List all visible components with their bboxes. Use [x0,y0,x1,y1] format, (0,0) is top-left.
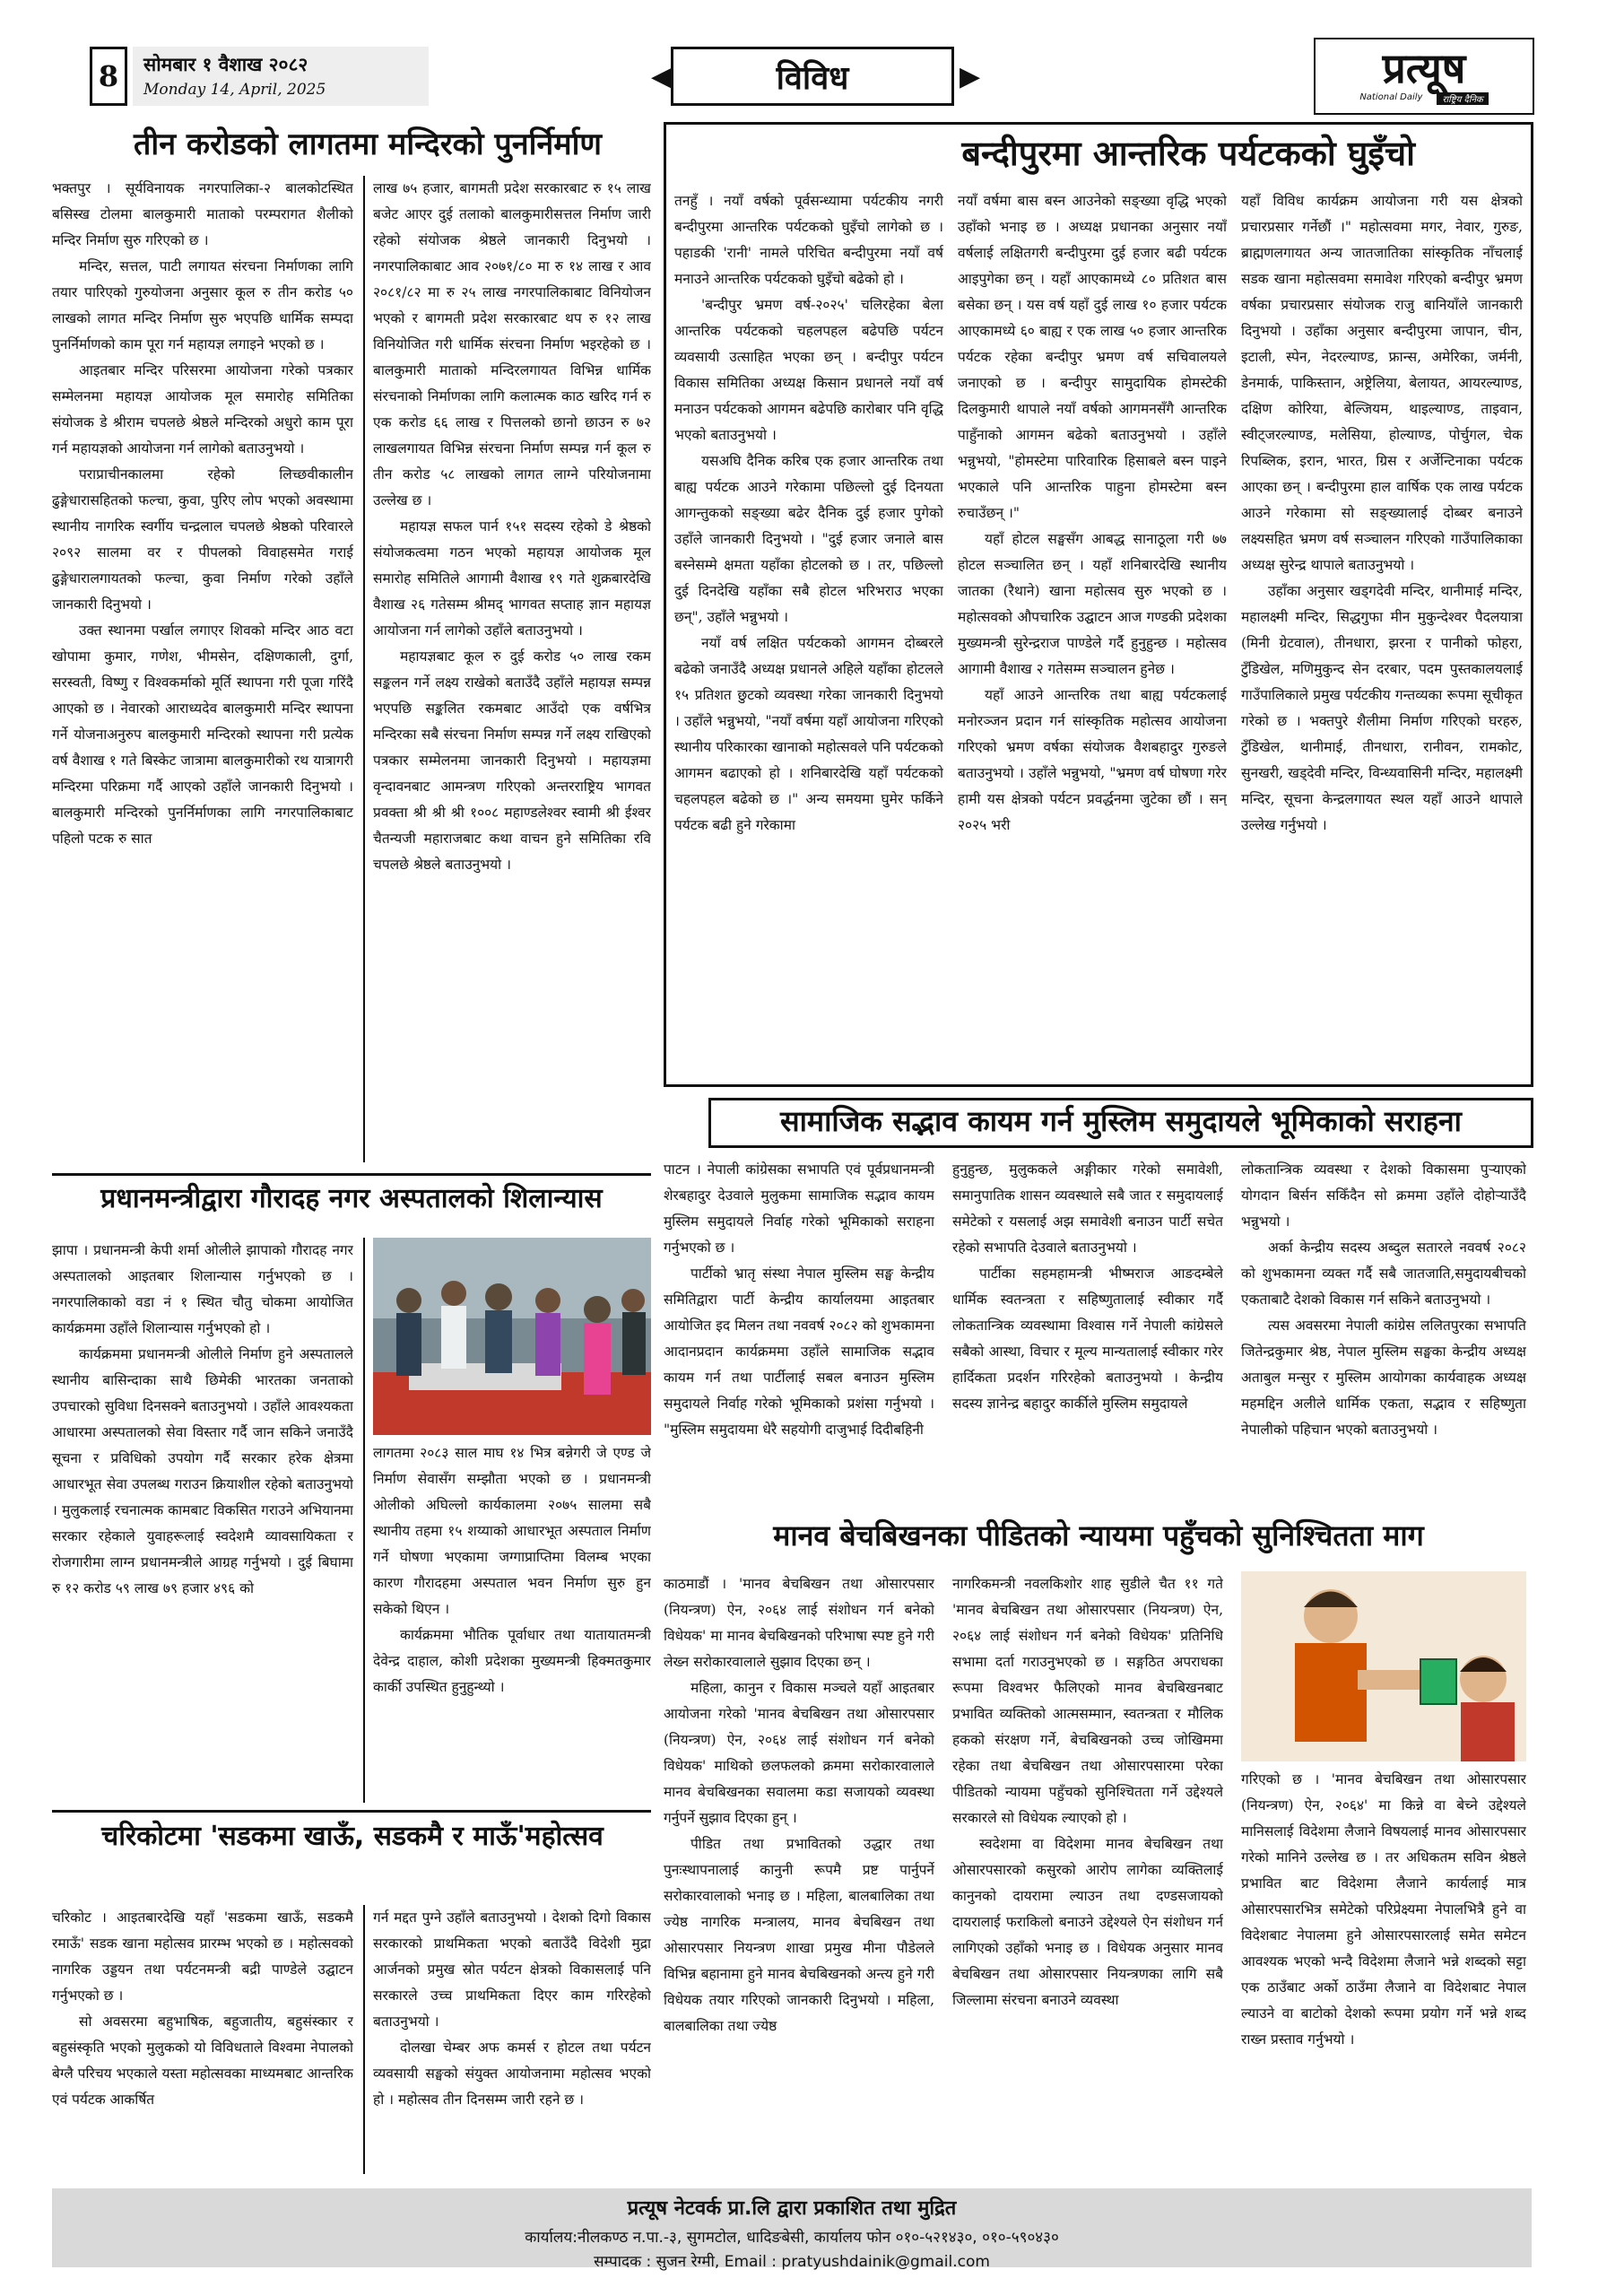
date-english: Monday 14, April, 2025 [143,81,326,99]
headline-gauradaha: प्रधानमन्त्रीद्वारा गौरादह नगर अस्पतालको शिलान्यास [100,1183,603,1214]
column-rule [363,1238,365,1803]
masthead-logo [1314,38,1534,115]
trafficking-column-3 [1241,1767,1526,2179]
headline-temple: तीन करोडको लागतमा मन्दिरको पुनर्निर्माण [134,126,602,162]
logo-tagline-np: राष्ट्रिय दैनिक [1437,92,1488,105]
left-arrow-icon: ◀ [651,61,673,92]
divider [52,1173,651,1176]
paragraph: यहाँ होटल सङ्घसँग आबद्ध सानाठूला गरी ७७ होटल सञ्चालित छन् । यहाँ शनिबारदेखि स्थानीय जातका (रैथाने) खाना महोत्सव सुरु भएको छ । महोत्सवको औपचारिक उद्घाटन आज गण्डकी प्रदेशका मुख्यमन्त्री सुरेन्द्रराज पाण्डेले गर्दै हुनुहुन्छ । महोत्सव आगामी वैशाख २ गतेसम्म सञ्चालन हुनेछ । [958,531,1227,677]
trafficking-column-2 [952,1571,1223,2179]
trafficking-illustration [1241,1571,1526,1761]
headline-trafficking: मानव बेचबिखनका पीडितको न्यायमा पहुँचको सुनिश्चितता माग [773,1518,1424,1552]
paragraph: यहाँ विविध कार्यक्रम आयोजना गरी यस क्षेत्रको प्रचारप्रसार गर्नेछौं ।" महोत्सवमा मगर, नेवार, गुरुङ, ब्राह्मणलगायत अन्य जातजातिका सांस्कृतिक नाँचलाई सडक खाना महोत्सवमा समावेश गरिएको बन्दीपुर भ्रमण वर्षका प्रचारप्रसार संयोजक राजु बानियाँले जानकारी दिनुभयो । उहाँका अनुसार बन्दीपुरमा जापान, चीन, इटाली, स्पेन, नेदरल्याण्ड, फ्रान्स, अमेरिका, जर्मनी, डेनमार्क, पाकिस्तान, अष्ट्रेलिया, बेलायत, आयरल्याण्ड, दक्षिण कोरिया, बेल्जियम, थाइल्याण्ड, ताइवान, स्वीट्जरल्याण्ड, मलेसिया, होल्याण्ड, पोर्चुगल, चेक रिपब्लिक, इरान, भारत, ग्रिस र अर्जेन्टिनाका पर्यटक आएका छन् । बन्दीपुरमा हाल वार्षिक एक लाख पर्यटक आउने गरेकामा सो सङ्ख्यालाई दोब्बर बनाउने लक्ष्यसहित भ्रमण वर्ष सञ्चालन गरिएको गाउँपालिकाका अध्यक्ष सुरेन्द्र थापाले बताउनुभयो । [1241,193,1523,573]
paragraph: महायज्ञबाट कूल रु दुई करोड ५० लाख रकम सङ्कलन गर्ने लक्ष्य राखेको बताउँदै उहाँले महायज्ञ सम्पन्न भएपछि सङ्कलित रकमबाट आउँदो एक वर्षभित्र मन्दिरका सबै संरचना निर्माण सम्पन्न गर्ने लक्ष्य राखिएको पत्रकार सम्मेलनमा जानकारी दिनुभयो । महायज्ञमा वृन्दावनबाट आमन्त्रण गरिएको अन्तरराष्ट्रिय भागवत प्रवक्ता श्री श्री श्री १००८ महाण्डलेश्वर स्वामी श्री ईश्वर चैतन्यजी महाराजबाट कथा वाचन हुने समितिका रवि चपलछे श्रेष्ठले बताउनुभयो । [373,648,651,873]
paragraph: उहाँका अनुसार खड्गदेवी मन्दिर, थानीमाई मन्दिर, महालक्ष्मी मन्दिर, सिद्धगुफा मीन मुकुन्देश्वर पैदलयात्रा (मिनी ग्रेटवाल), तीनधारा, झरना र पानीको फोहरा, टुँडिखेल, मणिमुकुन्द सेन दरबार, पदम पुस्तकालयलाई गाउँपालिकाले प्रमुख पर्यटकीय गन्तव्यका रूपमा सूचीकृत गरेको छ । भक्तपुरे शैलीमा निर्माण गरिएको घरहरु, टुँडिखेल, थानीमाई, तीनधारा, रानीवन, रामकोट, सुनखरी, खड्देवी मन्दिर, विन्ध्यवासिनी मन्दिर, महालक्ष्मी मन्दिर, सूचना केन्द्रलगायत स्थल यहाँ आउने थापाले उल्लेख गर्नुभयो । [1241,583,1523,833]
paragraph: झापा । प्रधानमन्त्री केपी शर्मा ओलीले झापाको गौरादह नगर अस्पतालको आइतबार शिलान्यास गर्नुभएको छ । नगरपालिकाको वडा नं १ स्थित चौतु चोकमा आयोजित कार्यक्रममा उहाँले शिलान्यास गर्नुभएको हो । [52,1242,353,1336]
column-rule [363,1905,365,2174]
dateline [133,47,429,106]
paragraph: 'बन्दीपुर भ्रमण वर्ष-२०२५' चलिरहेका बेला आन्तरिक पर्यटकको चहलपहल बढेपछि पर्यटन व्यवसायी उत्साहित भएका छन् । बन्दीपुर पर्यटन विकास समितिका अध्यक्ष किसान प्रधानले नयाँ वर्ष मनाउन पर्यटकको आगमन बढेपछि कारोबार पनि वृद्धि भएको बताउनुभयो । [674,297,943,443]
photo-pm-inauguration [373,1238,651,1435]
paragraph: पराप्राचीनकालमा रहेको लिच्छवीकालीन ढुङ्गेधारासहितको फल्चा, कुवा, पुरिए लोप भएको अवस्थामा स्थानीय नागरिक स्वर्गीय चन्द्रलाल चपलछे श्रेष्ठको परिवारले २०९२ सालमा वर र पीपलको विवाहसमेत गराई ढुङ्गेधारालगायतको फल्चा, कुवा निर्माण गरेको उहाँले जानकारी दिनुभयो । [52,466,353,613]
footer-imprint [52,2188,1532,2271]
paragraph: महिला, कानुन र विकास मञ्चले यहाँ आइतबार आयोजना गरेको 'मानव बेचबिखन तथा ओसारपसार (नियन्त्रण) ऐन, २०६४ लाई संशोधन गर्न बनेको विधेयक' माथिको छलफलको क्रममा सरोकारवालाले मानव बेचबिखनका सवालमा कडा सजायको व्यवस्था गर्नुपर्ने सुझाव दिएका हुन् । [664,1680,934,1826]
divider [52,1810,651,1813]
illustration-cartoon [1241,1571,1526,1761]
paragraph: अर्का केन्द्रीय सदस्य अब्दुल सतारले नववर्ष २०८२ को शुभकामना व्यक्त गर्दै सबै जातजाति,समुदायबीचको एकताबाटै देशको विकास गर्न सकिने बताउनुभयो । [1241,1239,1526,1308]
paragraph: यहाँ आउने आन्तरिक तथा बाह्य पर्यटकलाई मनोरञ्जन प्रदान गर्न सांस्कृतिक महोत्सव आयोजना गरिएको भ्रमण वर्षका संयोजक वैशबहादुर गुरुङले बताउनुभयो । उहाँले भन्नुभयो, "भ्रमण वर्ष घोषणा गरेर हामी यस क्षेत्रको पर्यटन प्रवर्द्धनमा जुटेका छौं । सन् २०२५ भरी [958,687,1227,833]
paragraph: नयाँ वर्ष लक्षित पर्यटकको आगमन दोब्बरले बढेको जनाउँदै अध्यक्ष प्रधानले अहिले यहाँका होटलले १५ प्रतिशत छुटको व्यवस्था गरेका जानकारी दिनुभयो । उहाँले भन्नुभयो, "नयाँ वर्षमा यहाँ आयोजना गरिएको स्थानीय परिकारका खानाको महोत्सवले पनि पर्यटकको आगमन बढाएको हो । शनिबारदेखि यहाँ पर्यटकको चहलपहल बढेको छ ।" अन्य समयमा घुमेर फर्किने पर्यटक बढी हुने गरेकामा [674,635,943,833]
logo-tagline-en: National Daily [1359,92,1423,102]
charikot-column-2 [373,1905,651,2179]
paragraph: महायज्ञ सफल पार्न १५१ सदस्य रहेको डे श्रेष्ठको संयोजकत्वमा गठन भएको महायज्ञ आयोजक मूल समारोह समितिले आगामी वैशाख १९ गते शुक्रबारदेखि वैशाख २६ गतेसम्म श्रीमद् भागवत सप्ताह ज्ञान महायज्ञ आयोजना गर्न लागेको उहाँले बताउनुभयो । [373,518,651,639]
paragraph: आइतबार मन्दिर परिसरमा आयोजना गरेको पत्रकार सम्मेलनमा महायज्ञ आयोजक मूल समारोह समितिका संयोजक डे श्रीराम चपलछे श्रेष्ठले मन्दिरको अधुरो काम पूरा गर्न महायज्ञको आयोजना गर्न लागेको बताउनुभयो । [52,362,353,457]
temple-column-1 [52,176,353,1166]
charikot-column-1 [52,1905,353,2179]
muslim-column-1 [664,1157,934,1507]
paragraph: भक्तपुर । सूर्यविनायक नगरपालिका-२ बालकोटस्थित बसिस्ख टोलमा बालकुमारी माताको परम्परागत शैलीको मन्दिर निर्माण सुरु गरिएको छ । [52,180,353,248]
paragraph: नागरिकमन्त्री नवलकिशोर शाह सुडीले चैत ११ गते 'मानव बेचबिखन तथा ओसारपसार (नियन्त्रण) ऐन, २०६४ लाई संशोधन गर्न बनेको विधेयक' प्रतिनिधि सभामा दर्ता गराउनुभएको छ । सङ्गठित अपराधका रूपमा विश्वभर फैलिएको मानव बेचबिखनबाट प्रभावित व्यक्तिको आत्मसम्मान, स्वतन्त्रता र मौलिक हकको संरक्षण गर्ने, बेचबिखनको उच्च जोखिममा रहेका तथा बेचबिखन तथा ओसारपसारमा परेका पीडितको न्यायमा पहुँचको सुनिश्चितता गर्ने उद्देश्यले सरकारले सो विधेयक ल्याएको हो । [952,1576,1223,1826]
paragraph: चरिकोट । आइतबारदेखि यहाँ 'सडकमा खाऊँ, सडकमै रमाऊँ' सडक खाना महोत्सव प्रारम्भ भएको छ । महोत्सवको नागरिक उड्डयन तथा पर्यटनमन्त्री बद्री पाण्डेले उद्घाटन गर्नुभएको छ । [52,1909,353,2004]
date-nepali: सोमबार १ वैशाख २०८२ [143,53,308,75]
page-number: 8 [90,47,127,106]
paragraph: त्यस अवसरमा नेपाली कांग्रेस ललितपुरका सभापति जितेन्द्रकुमार श्रेष्ठ, नेपाल मुस्लिम सङ्घका केन्द्रीय अध्यक्ष अताबुल मन्सुर र मुस्लिम आयोगका कार्यवाहक अध्यक्ष महमद्दिन अलीले धार्मिक एकता, सद्भाव र सहिष्णुता नेपालीको पहिचान भएको बताउनुभयो । [1241,1318,1526,1438]
bandipur-column-1 [674,188,943,1076]
gauradaha-column-2 [373,1440,651,1805]
photo-illustration [373,1238,651,1435]
headline-charikot: चरिकोटमा 'सडकमा खाऊँ, सडकमै र माऊँ'महोत्सव [101,1821,604,1852]
paragraph: गरिएको छ । 'मानव बेचबिखन तथा ओसारपसार (नियन्त्रण) ऐन, २०६४' मा किन्ने वा बेच्ने उद्देश्यले मानिसलाई विदेशमा लैजाने विषयलाई मानव ओसारपसार गरेको मानिने उल्लेख छ । तर अधिकतम सविन श्रेष्ठले प्रभावित बाट विदेशमा लैजाने कार्यलाई मात्र ओसारपसारभित्र समेटेको परिप्रेक्ष्यमा नेपालभित्रै हुने वा विदेशबाट नेपालमा हुने ओसारपसारलाई समेत समेटन आवश्यक भएको भन्दै विदेशमा लैजाने भन्ने शब्दको सट्टा एक ठाउँबाट अर्को ठाउँमा लैजाने वा विदेशबाट नेपाल ल्याउने वा बाटोको देशको रूपमा प्रयोग गर्ने भन्ने शब्द राख्न प्रस्ताव गर्नुभयो । [1241,1771,1526,2048]
muslim-column-2 [952,1157,1223,1507]
paragraph: कार्यक्रममा भौतिक पूर्वाधार तथा यातायातमन्त्री देवेन्द्र दाहाल, कोशी प्रदेशका मुख्यमन्त्री हिक्मतकुमार कार्की उपस्थित हुनुहुन्थ्यो । [373,1627,651,1695]
paragraph: हुनुहुन्छ, मुलुककले अङ्गीकार गरेको समावेशी, समानुपातिक शासन व्यवस्थाले सबै जात र समुदायलाई समेटेको र यसलाई अझ समावेशी बनाउन पार्टी सचेत रहेको सभापति देउवाले बताउनुभयो । [952,1161,1223,1256]
paragraph: कार्यक्रममा प्रधानमन्त्री ओलीले निर्माण हुने अस्पतालले स्थानीय बासिन्दाका साथै छिमेकी भारतका जनताको उपचारको सुविधा दिनसक्ने बताउनुभयो । उहाँले आवश्यकता आधारमा अस्पतालको सेवा विस्तार गर्दै जान सकिने जनाउँदै सूचना र प्रविधिको उपयोग गर्दै सरकार हरेक क्षेत्रमा आधारभूत सेवा उपलब्ध गराउन क्रियाशील रहेको बताउनुभयो । मुलुकलाई रचनात्मक कामबाट विकसित गराउने अभियानमा सरकार रहेकाले युवाहरूलाई स्वदेशमै व्यावसायिकता र रोजगारीमा लाग्न प्रधानमन्त्रीले आग्रह गर्नुभयो । दुई बिघामा रु १२ करोड ५९ लाख ७९ हजार ४९६ को [52,1346,353,1596]
section-title: विविध [671,47,954,106]
paragraph: पार्टीको भ्रातृ संस्था नेपाल मुस्लिम सङ्घ केन्द्रीय समितिद्वारा पार्टी केन्द्रीय कार्यालयमा आइतबार आयोजित इद मिलन तथा नववर्ष २०८२ को शुभकामना आदानप्रदान कार्यक्रममा उहाँले सामाजिक सद्भाव कायम गर्न तथा पार्टीलाई सबल बनाउन मुस्लिम समुदायले निर्वाह गरेको भूमिकाको प्रशंसा गर्नुभयो । "मुस्लिम समुदायमा धेरै सहयोगी दाजुभाई दिदीबहिनी [664,1265,934,1438]
paragraph: नयाँ वर्षमा बास बस्न आउनेको सङ्ख्या वृद्धि भएको उहाँको भनाइ छ । अध्यक्ष प्रधानका अनुसार नयाँ वर्षलाई लक्षितगरी बन्दीपुरमा दुई हजार बढी पर्यटक आइपुगेका छन् । यहाँ आएकामध्ये ८० प्रतिशत बास बसेका छन् । यस वर्ष यहाँ दुई लाख १० हजार पर्यटक आएकामध्ये ६० बाह्य र एक लाख ५० हजार आन्तरिक पर्यटक रहेका बन्दीपुर भ्रमण वर्ष सचिवालयले जनाएको छ । बन्दीपुर सामुदायिक होमस्टेकी दिलकुमारी थापाले नयाँ वर्षको आगमनसँगै आन्तरिक पाहुँनाको आगमन बढेको बताउनुभयो । उहाँले भन्नुभयो, "होमस्टेमा पारिवारिक हिसाबले बस्न पाइने भएकाले पनि आन्तरिक पाहुना होमस्टेमा बस्न रुचाउँछन् ।" [958,193,1227,521]
paragraph: उक्त स्थानमा पर्खाल लगाएर शिवको मन्दिर आठ वटा खोपामा कुमार, गणेश, भीमसेन, दक्षिणकाली, दुर्गा, सरस्वती, विष्णु र विश्वकर्माको मूर्ति स्थापना गरी पूजा गरिंदै आएको छ । नेवारको आराध्यदेव बालकुमारी मन्दिर स्थापना गर्ने योजनाअनुरुप बालकुमारी मन्दिरको स्थापना गरी प्रत्येक वर्ष वैशाख १ गते बिस्केट जात्रामा बालकुमारीको रथ यात्रागरी मन्दिरमा परिक्रमा गर्दै आएको उहाँले जानकारी दिनुभयो । बालकुमारी मन्दिरको पुनर्निर्माणका लागि नगरपालिकाबाट पहिलो पटक रु सात [52,622,353,847]
paragraph: मन्दिर, सत्तल, पाटी लगायत संरचना निर्माणका लागि तयार पारिएको गुरुयोजना अनुसार कूल रु तीन करोड ५० लाखको लागत मन्दिर निर्माण सुरु भएपछि धार्मिक सम्पदा पुनर्निर्माणको काम पूरा गर्न महायज्ञ लगाइने भएको छ । [52,258,353,352]
footer-publisher: प्रत्यूष नेटवर्क प्रा.लि द्वारा प्रकाशित तथा मुद्रित [627,2197,957,2220]
paragraph: तनहुँ । नयाँ वर्षको पूर्वसन्ध्यामा पर्यटकीय नगरी बन्दीपुरमा आन्तरिक पर्यटकको घुइँचो लागेको छ । पहाडकी 'रानी' नामले परिचित बन्दीपुरमा नयाँ वर्ष मनाउने आन्तरिक पर्यटकको घुइँचो बढेको हो । [674,193,943,287]
footer-address: कार्यालय:नीलकण्ठ न.पा.-३, सुगमटोल, धादिङबेसी, कार्यालय फोन ०१०-५२१४३०, ०१०-५९०४३० [525,2229,1059,2247]
bandipur-column-2 [958,188,1227,1076]
paragraph: पीडित तथा प्रभावितको उद्धार तथा पुनःस्थापनालाई कानुनी रूपमै प्रष्ट पार्नुपर्ने सरोकारवालाको भनाइ छ । महिला, बालबालिका तथा ज्येष्ठ नागरिक मन्त्रालय, मानव बेचबिखन तथा ओसारपसार नियन्त्रण शाखा प्रमुख मीना पौडेलले विभिन्न बहानामा हुने मानव बेचबिखनको अन्त्य हुने गरी विधेयक तयार गरिएको जानकारी दिनुभयो । महिला, बालबालिका तथा ज्येष्ठ [664,1836,934,2034]
paragraph: यसअघि दैनिक करिब एक हजार आन्तरिक तथा बाह्य पर्यटक आउने गरेकामा पछिल्लो दुई दिनयता आगन्तुकको सङ्ख्या बढेर दैनिक दुई हजार पुगेको उहाँले जानकारी दिनुभयो । "दुई हजार जनाले बास बस्नेसम्मे क्षमता यहाँका होटलको छ । तर, पछिल्लो दुई दिनदेखि यहाँका सबै होटल भरिभराउ भएका छन्", उहाँले भन्नुभयो । [674,453,943,625]
muslim-column-3 [1241,1157,1526,1507]
trafficking-column-1 [664,1571,934,2179]
column-rule [363,176,365,1162]
right-arrow-icon: ▶ [960,61,981,92]
headline-bandipur: बन्दीपुरमा आन्तरिक पर्यटकको घुइँचो [961,134,1415,173]
paragraph: स्वदेशमा वा विदेशमा मानव बेचबिखन तथा ओसारपसारको कसुरको आरोप लागेका व्यक्तिलाई कानुनको दायरामा ल्याउन तथा दण्डसजायको दायरालाई फराकिलो बनाउने उद्देश्यले ऐन संशोधन गर्न लागिएको उहाँको भनाइ छ । विधेयक अनुसार मानव बेचबिखन तथा ओसारपसार नियन्त्रणका लागि सबै जिल्लामा संरचना बनाउने व्यवस्था [952,1836,1223,2008]
paragraph: पार्टीका सहमहामन्त्री भीष्मराज आङदम्बेले धार्मिक स्वतन्त्रता र सहिष्णुतालाई स्वीकार गर्दै लोकतान्त्रिक व्यवस्थामा विश्वास गर्ने नेपाली कांग्रेसले सबैको आस्था, विचार र मूल्य मान्यतालाई स्वीकार गरेर हार्दिकता प्रदर्शन गरिरहेको बताउनुभयो । केन्द्रीय सदस्य ज्ञानेन्द्र बहादुर कार्कीले मुस्लिम समुदायले [952,1265,1223,1412]
headline-muslim: सामाजिक सद्भाव कायम गर्न मुस्लिम समुदायले भूमिकाको सराहना [780,1104,1462,1138]
bandipur-column-3 [1241,188,1523,1076]
temple-column-2 [373,176,651,1166]
paragraph: सो अवसरमा बहुभाषिक, बहुजातीय, बहुसंस्कार र बहुसंस्कृति भएको मुलुकको यो विविधताले विश्वमा नेपालको बेग्लै परिचय भएकाले यस्ता महोत्सवका माध्यमबाट आन्तरिक एवं पर्यटक आकर्षित [52,2013,353,2108]
footer-editor-email: सम्पादक : सुजन रेग्मी, Email : pratyushdainik@gmail.com [594,2253,990,2271]
paragraph: काठमाडौं । 'मानव बेचबिखन तथा ओसारपसार (नियन्त्रण) ऐन, २०६४ लाई संशोधन गर्न बनेको विधेयक' मा मानव बेचबिखनको परिभाषा स्पष्ट हुने गरी लेख्न सरोकारवालाले सुझाव दिएका छन् । [664,1576,934,1670]
paragraph: गर्न मद्दत पुग्ने उहाँले बताउनुभयो । देशको दिगो विकास सरकारको प्राथमिकता भएको बताउँदै विदेशी मुद्रा आर्जनको प्रमुख स्रोत पर्यटन क्षेत्रको विकासलाई पनि सरकारले उच्च प्राथमिकता दिएर काम गरिरहेको बताउनुभयो । [373,1909,651,2030]
paragraph: लागतमा २०८३ साल माघ १४ भित्र बन्नेगरी जे एण्ड जे निर्माण सेवासँग सम्झौता भएको छ । प्रधानमन्त्री ओलीको अघिल्लो कार्यकालमा २०७५ सालमा सबै स्थानीय तहमा १५ शय्याको आधारभूत अस्पताल निर्माण गर्ने घोषणा भएकामा जग्गाप्राप्तिमा विलम्ब भएका कारण गौरादहमा अस्पताल भवन निर्माण सुरु हुन सकेको थिएन । [373,1445,651,1617]
paragraph: दोलखा चेम्बर अफ कमर्स र होटल तथा पर्यटन व्यवसायी सङ्घको संयुक्त आयोजनामा महोत्सव भएको हो । महोत्सव तीन दिनसम्म जारी रहने छ । [373,2039,651,2108]
gauradaha-column-1 [52,1238,353,1805]
paragraph: लाख ७५ हजार, बागमती प्रदेश सरकारबाट रु १५ लाख बजेट आएर दुई तलाको बालकुमारीसत्तल निर्माण जारी रहेको संयोजक श्रेष्ठले जानकारी दिनुभयो । नगरपालिकाबाट आव २०७१/८० मा रु १४ लाख र आव २०८१/८२ मा रु २५ लाख नगरपालिकाबाट विनियोजन भएको र बागमती प्रदेश सरकारबाट थप रु १२ लाख विनियोजित गरी धार्मिक संरचना निर्माण भइरहेको छ । बालकुमारी माताको मन्दिरलगायत विभिन्न धार्मिक संरचनाको निर्माणका लागि कलात्मक काठ खरिद गर्न रु एक करोड ६६ लाख र पित्तलको छानो छाउन रु ७२ लाखलगायत विभिन्न संरचना निर्माण सम्पन्न गर्न कूल रु तीन करोड ५८ लाखको लागत लाग्ने परियोजनामा उल्लेख छ । [373,180,651,509]
paragraph: लोकतान्त्रिक व्यवस्था र देशको विकासमा पुऱ्याएको योगदान बिर्सन सकिँदैन सो क्रममा उहाँले दोहोऱ्याउँदै भन्नुभयो । [1241,1161,1526,1230]
logo-text: प्रत्यूष [1382,44,1466,92]
paragraph: पाटन । नेपाली कांग्रेसका सभापति एवं पूर्वप्रधानमन्त्री शेरबहादुर देउवाले मुलुकमा सामाजिक सद्भाव कायम मुस्लिम समुदायले निर्वाह गरेको भूमिकाको सराहना गर्नुभएको छ । [664,1161,934,1256]
